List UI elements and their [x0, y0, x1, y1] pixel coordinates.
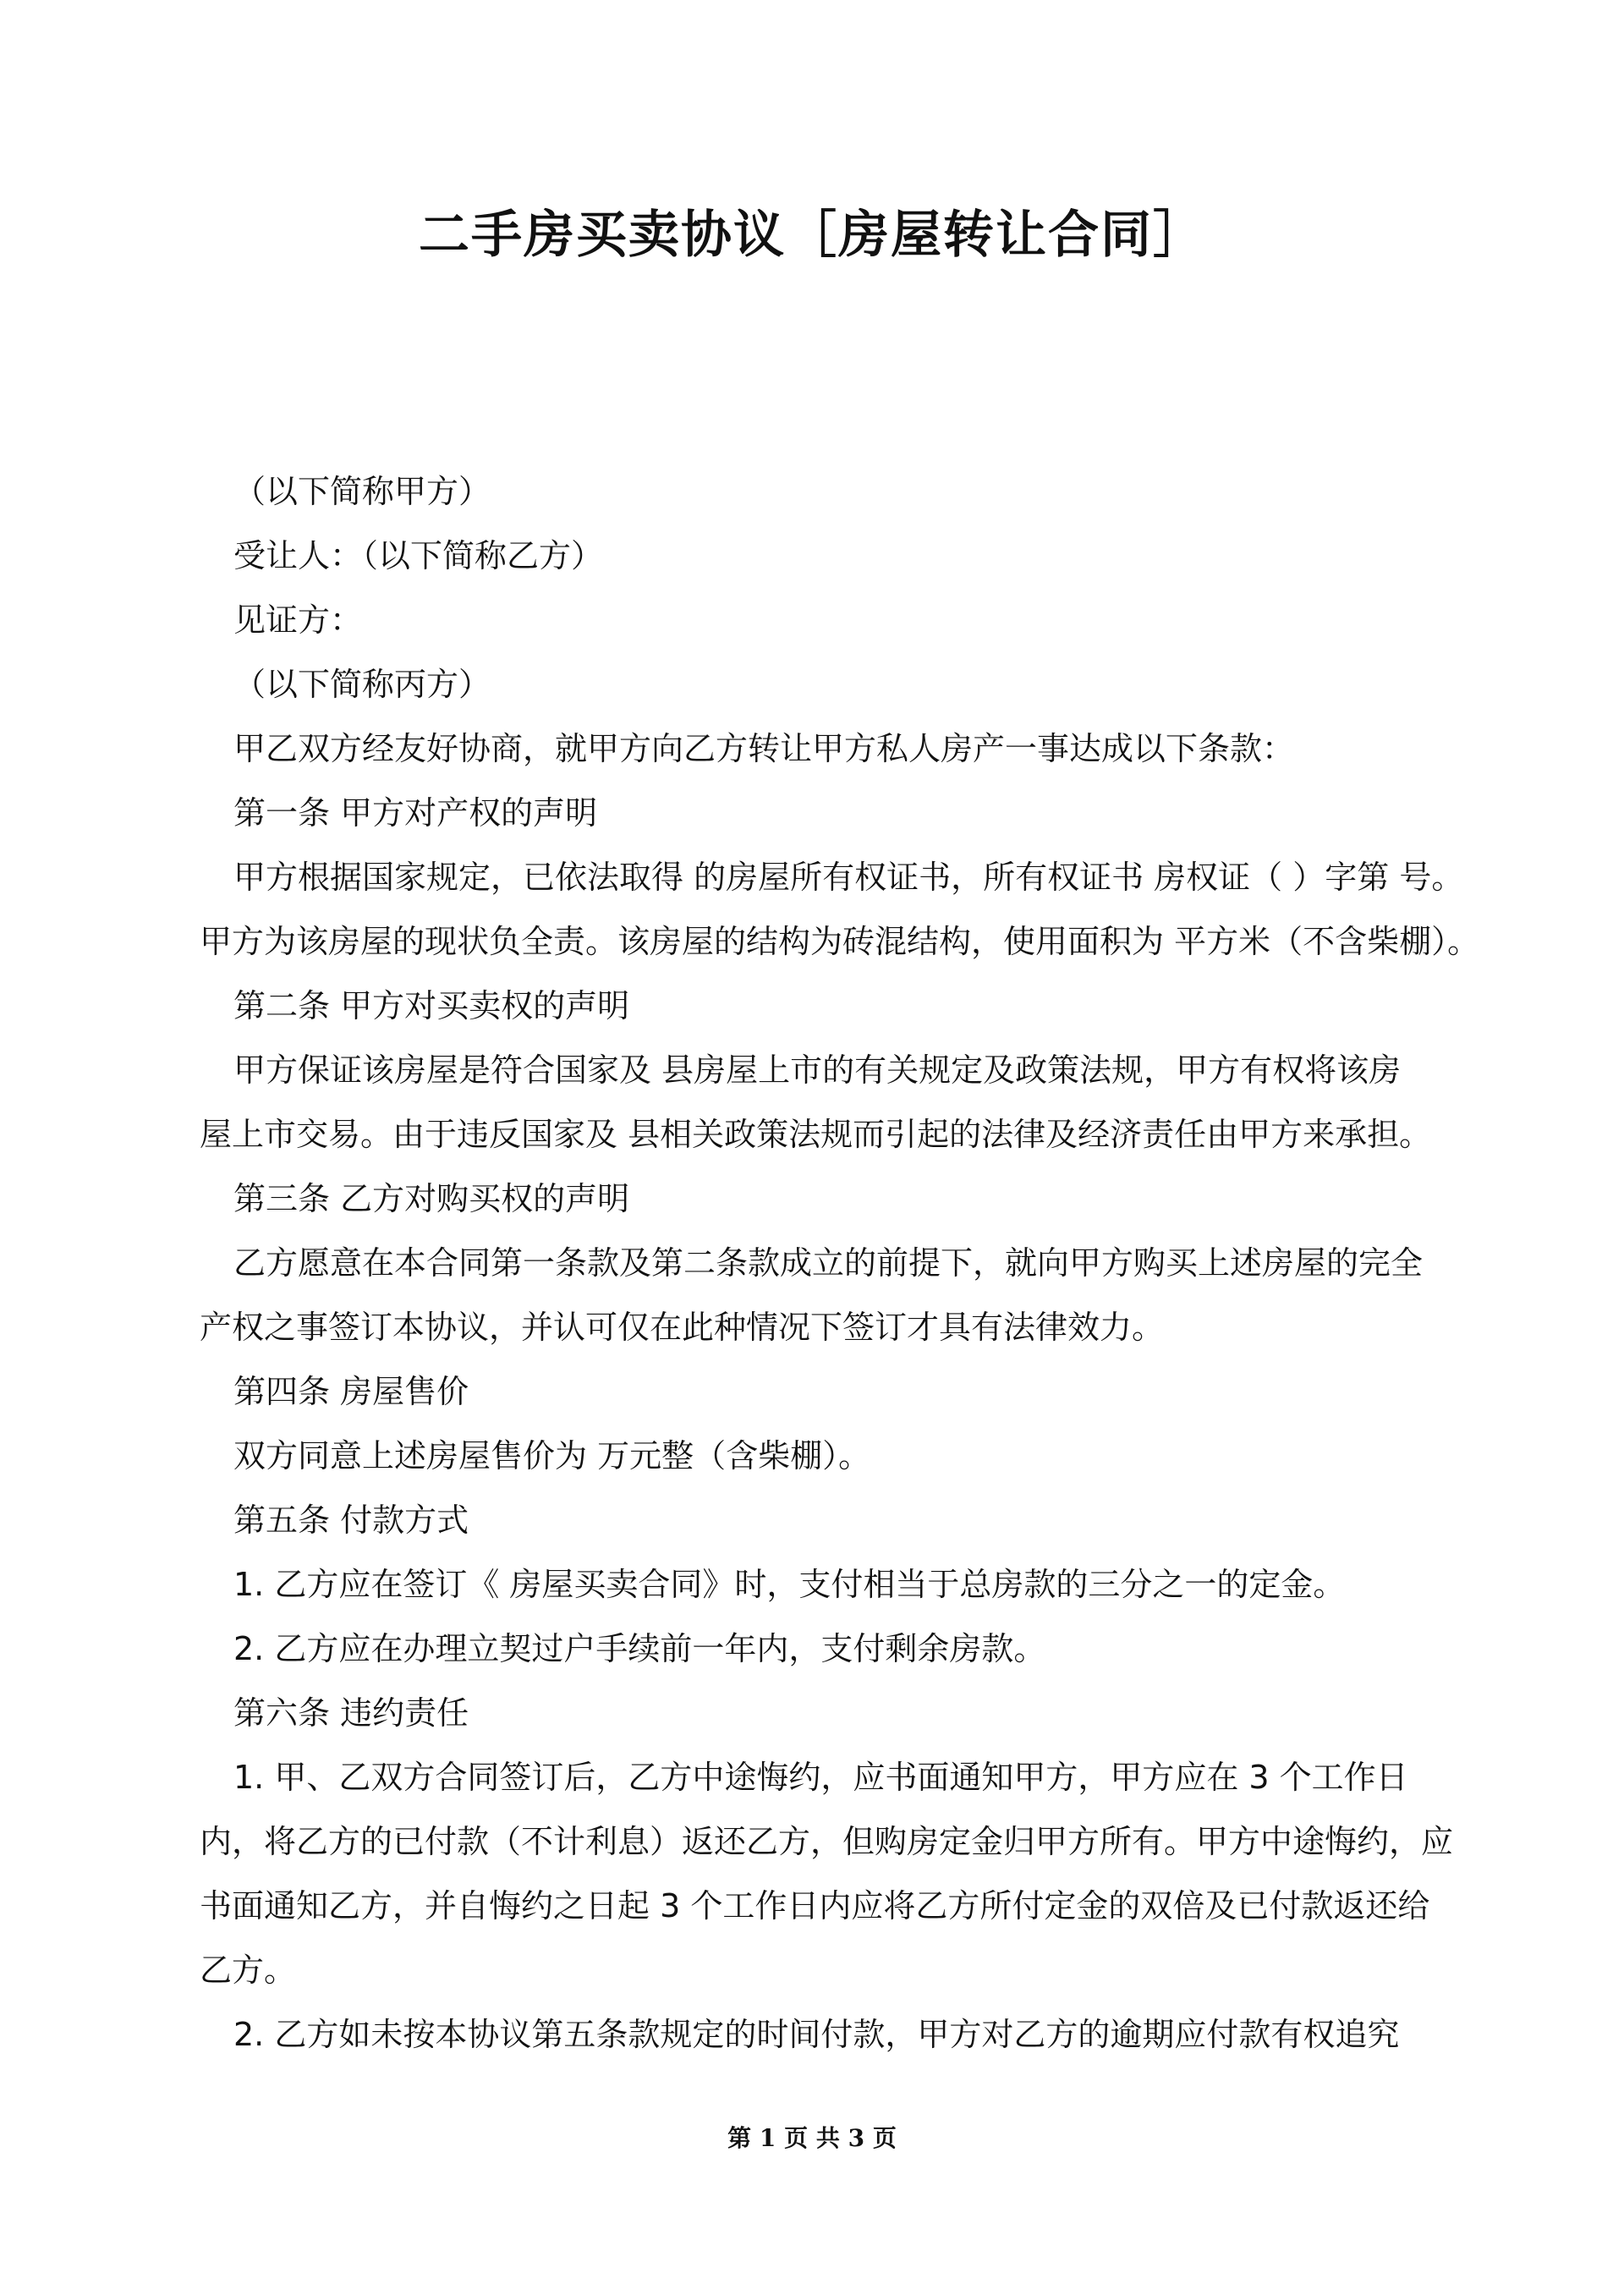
body-line: 受让人：（以下简称乙方） — [233, 537, 604, 574]
body-line: 见证方： — [233, 601, 363, 639]
body-line: 甲乙双方经友好协商，就甲方向乙方转让甲方私人房产一事达成以下条款： — [233, 730, 1295, 767]
article-heading: 第一条 甲方对产权的声明 — [233, 794, 598, 832]
body-line: 内，将乙方的已付款（不计利息）返还乙方，但购房定金归甲方所有。甲方中途悔约，应 — [200, 1823, 1454, 1860]
body-line: 2. 乙方如未按本协议第五条款规定的时间付款，甲方对乙方的逾期应付款有权追究 — [233, 2016, 1400, 2053]
body-line: 书面通知乙方，并自悔约之日起 3 个工作日内应将乙方所付定金的双倍及已付款返还给 — [200, 1887, 1430, 1924]
document-body — [200, 459, 1480, 2067]
page-number-footer — [0, 2122, 1624, 2155]
body-line: （以下简称甲方） — [233, 473, 491, 510]
body-line: 1. 甲、乙双方合同签订后，乙方中途悔约，应书面通知甲方，甲方应在 3 个工作日 — [233, 1759, 1408, 1796]
article-heading: 第五条 付款方式 — [233, 1502, 469, 1539]
body-line: （以下简称丙方） — [233, 666, 491, 703]
article-heading: 第六条 违约责任 — [233, 1694, 469, 1732]
body-line: 乙方。 — [200, 1952, 297, 1989]
body-line: 双方同意上述房屋售价为 万元整（含柴棚）。 — [233, 1437, 871, 1474]
body-line: 1. 乙方应在签订《 房屋买卖合同》时，支付相当于总房款的三分之一的定金。 — [233, 1566, 1346, 1603]
body-line: 甲方为该房屋的现状负全责。该房屋的结构为砖混结构，使用面积为 平方米（不含柴棚）。 — [200, 923, 1480, 960]
body-line: 乙方愿意在本合同第一条款及第二条款成立的前提下，就向甲方购买上述房屋的完全 — [233, 1244, 1424, 1282]
article-heading: 第二条 甲方对买卖权的声明 — [233, 987, 630, 1024]
document-title: 二手房买卖协议［房屋转让合同］ — [419, 206, 1205, 265]
article-heading: 第三条 乙方对购买权的声明 — [233, 1180, 630, 1217]
body-line: 甲方根据国家规定，已依法取得 的房屋所有权证书，所有权证书 房权证（ ）字第 号。 — [233, 859, 1464, 896]
article-heading: 第四条 房屋售价 — [233, 1373, 469, 1410]
page-number-text: 第 1 页 共 3 页 — [727, 2124, 897, 2152]
body-line: 屋上市交易。由于违反国家及 县相关政策法规而引起的法律及经济责任由甲方来承担。 — [200, 1116, 1432, 1153]
body-line: 2. 乙方应在办理立契过户手续前一年内，支付剩余房款。 — [233, 1630, 1046, 1667]
body-line: 甲方保证该房屋是符合国家及 县房屋上市的有关规定及政策法规，甲方有权将该房 — [233, 1051, 1402, 1089]
body-line: 产权之事签订本协议，并认可仅在此种情况下签订才具有法律效力。 — [200, 1309, 1165, 1346]
